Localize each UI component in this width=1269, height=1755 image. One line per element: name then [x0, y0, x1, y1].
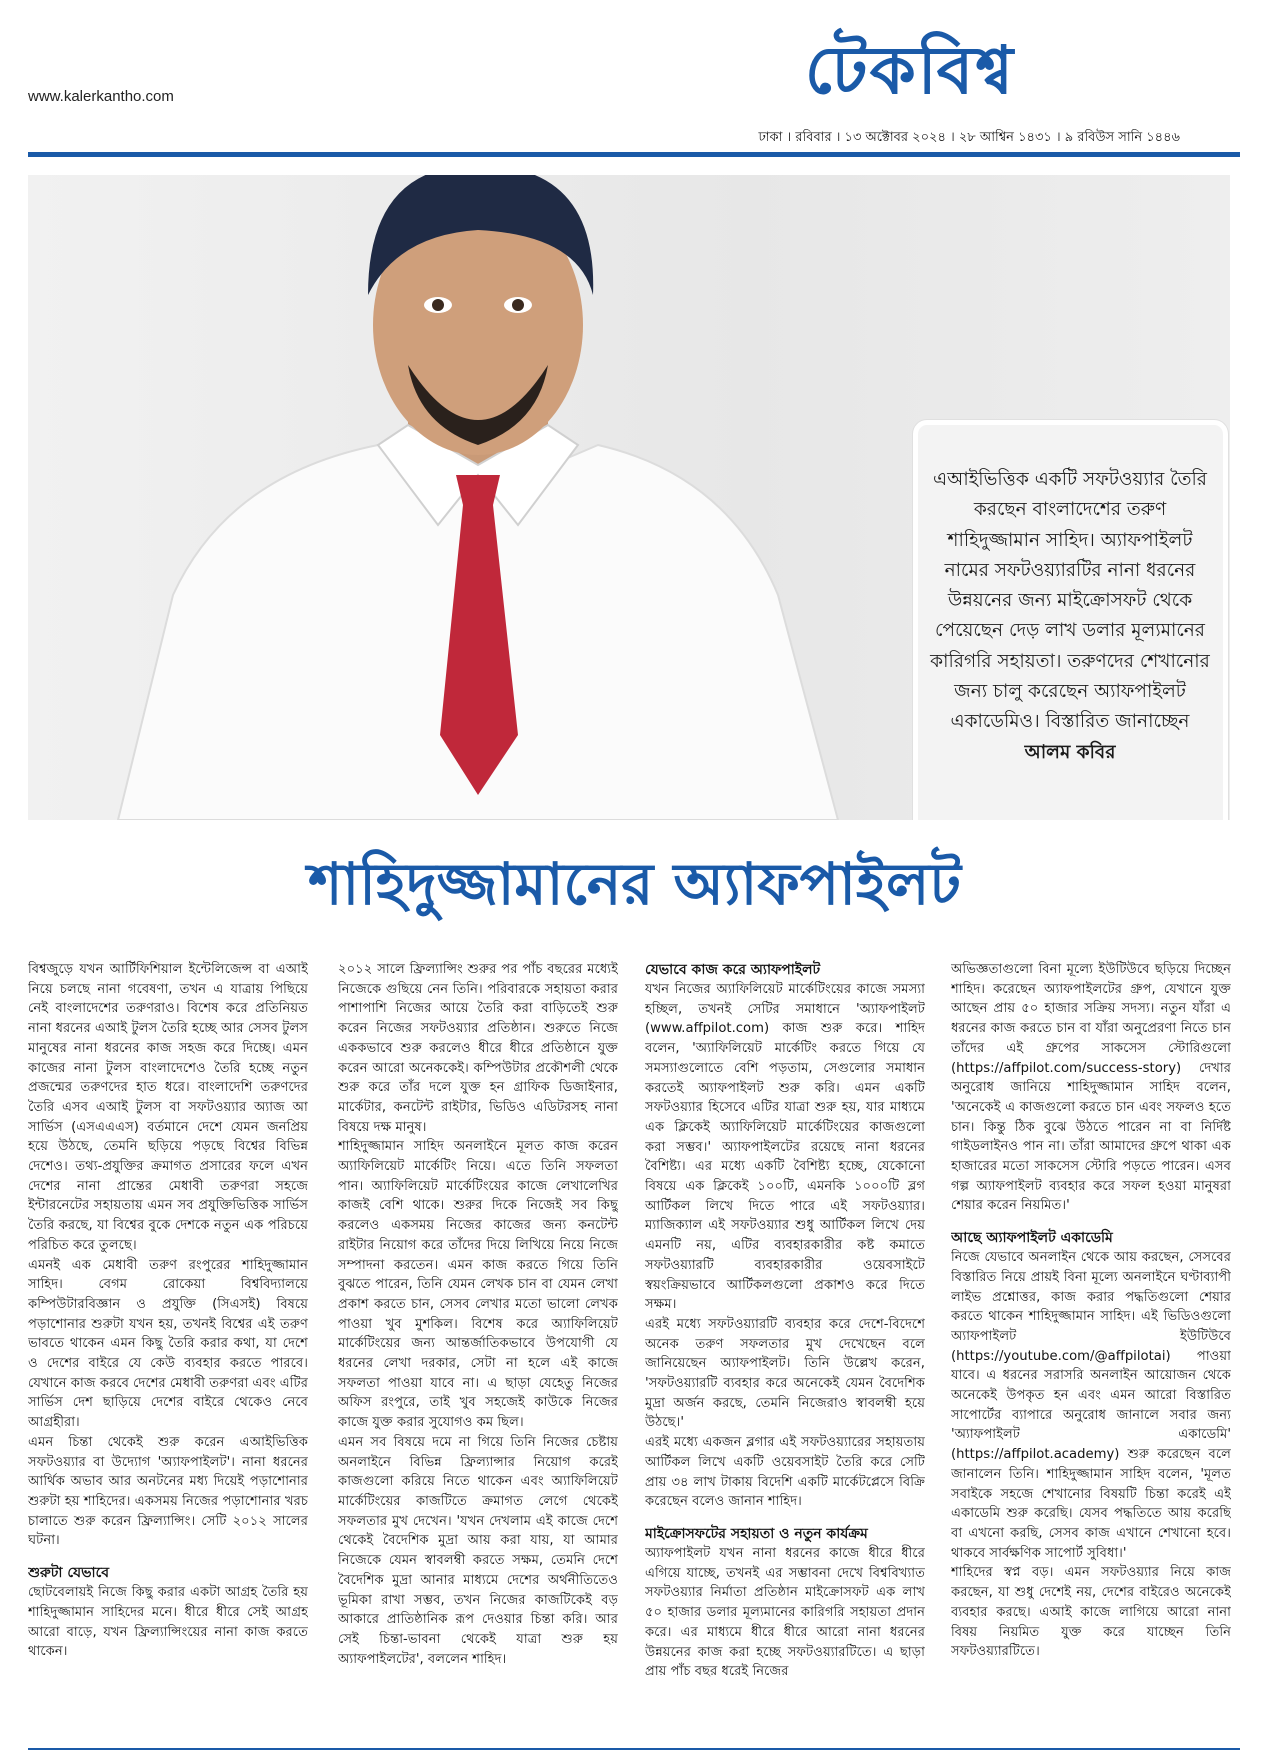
footer-rule — [28, 1748, 1240, 1750]
paragraph: অ্যাফপাইলট যখন নানা ধরনের কাজে ধীরে ধীরে এগিয়ে যাচ্ছে, তখনই এর সম্ভাবনা দেখে বিশ্ববিখ্যাত সফটওয়্যার নির্মাতা প্রতিষ্ঠান মাইক্রোসফট এক লাখ ৫০ হাজার ডলার মূল্যমানের কারিগরি সহায়তা প্রদান করে। এর মাধ্যমে ধীরে ধীরে আরো নানা ধরনের উন্নয়নের কাজ করা হচ্ছে সফটওয়্যারটিতে। এ ছাড়া প্রায় পাঁচ বছর ধরেই নিজের — [645, 1545, 925, 1680]
portrait-photo — [78, 175, 878, 820]
paragraph: অভিজ্ঞতাগুলো বিনা মূল্যে ইউটিউবে ছড়িয়ে দিচ্ছেন শাহিদ। করেছেন অ্যাফপাইলটের গ্রুপ, যেখানে যুক্ত আছেন প্রায় ৫০ হাজার সক্রিয় সদস্য। নতুন যাঁরা এ ধরনের কাজ করতে চান বা যাঁরা অনুপ্রেরণা নিতে চান তাঁদের এই গ্রুপের সাকসেস স্টোরিগুলো (https://affpilot.com/success-story) দেখার অনুরোধ জানিয়ে শাহিদুজ্জামান সাহিদ বলেন, 'অনেকেই এ কাজগুলো করতে চান এবং সফলও হতে চান। কিন্তু ঠিক বুঝে উঠতে পারেন না বা নির্দিষ্ট গাইডলাইনও পান না। তাঁরা আমাদের গ্রুপে থাকা এক হাজারের মতো সাকসেস স্টোরি পড়তে পারেন। এসব গল্প অ্যাফপাইলট ব্যবহার করে সফল হওয়া মানুষরা শেয়ার করেন নিয়মিত।' — [951, 962, 1231, 1214]
header-rule — [28, 152, 1240, 157]
article-column-3 — [645, 960, 925, 1740]
article-body — [28, 960, 1240, 1740]
author-name: আলম কবির — [1024, 741, 1116, 763]
intro-callout-box — [913, 420, 1228, 820]
intro-text: এআইভিত্তিক একটি সফটওয়্যার তৈরি করছেন বাংলাদেশের তরুণ শাহিদুজ্জামান সাহিদ। অ্যাফপাইলট নামের সফটওয়্যারটির নানা ধরনের উন্নয়নের জন্য মাইক্রোসফট থেকে পেয়েছেন দেড় লাখ ডলার মূল্যমানের কারিগরি সহায়তা। তরুণদের শেখানোর জন্য চালু করেছেন অ্যাফপাইলট একাডেমিও। বিস্তারিত জানাচ্ছেন — [930, 469, 1210, 733]
article-headline: শাহিদুজ্জামানের অ্যাফপাইলট — [308, 850, 961, 918]
paragraph: বিশ্বজুড়ে যখন আর্টিফিশিয়াল ইন্টেলিজেন্স বা এআই নিয়ে চলছে নানা গবেষণা, তখন এ যাত্রায় পিছিয়ে নেই বাংলাদেশের তরুণরাও। বিশেষ করে প্রতিনিয়ত নানা ধরনের এআই টুলস তৈরি হচ্ছে আর সেসব টুলস মানুষের নানা ধরনের কাজ সহজ করে দিচ্ছে। এমন কাজের নানা টুলস বাংলাদেশেও তৈরি হচ্ছে নতুন প্রজন্মের তরুণদের হাত ধরে। বাংলাদেশি তরুণদের তৈরি এসব এআই টুলস বা সফটওয়্যার অ্যাজ আ সার্ভিস (এসএএএস) বর্তমানে দেশে যেমন জনপ্রিয় হয়ে উঠছে, তেমনি ছড়িয়ে পড়ছে বিশ্বের বিভিন্ন দেশেও। তথ্য-প্রযুক্তির ক্রমাগত প্রসারের ফলে এখন দেশের নানা প্রান্তের মেধাবী তরুণরা সহজে ইন্টারনেটের সহায়তায় এমন সব প্রযুক্তিভিত্তিক সার্ভিস তৈরি করছে, যা বিশ্বের বুকে দেশকে নতুন এক পরিচয়ে পরিচিত করে তুলছে। — [28, 962, 308, 1253]
paragraph: এরই মধ্যে একজন ব্লগার এই সফটওয়্যারের সহায়তায় আর্টিকল লিখে একটি ওয়েবসাইট তৈরি করে সেটি প্রায় ৩৪ লাখ টাকায় বিদেশি একটি মার্কেটপ্লেসে বিক্রি করেছেন বলেও জানান শাহিদ। — [645, 1435, 925, 1510]
paragraph: এমনই এক মেধাবী তরুণ রংপুরের শাহিদুজ্জামান সাহিদ। বেগম রোকেয়া বিশ্ববিদ্যালয়ে কম্পিউটারবিজ্ঞান ও প্রযুক্তি (সিএসই) বিষয়ে পড়াশোনার শুরুটা যখন হয়, তখনই বিশ্বের এই তরুণ ভাবতে থাকেন এমন কিছু তৈরি করার কথা, যা দেশে ও দেশের বাইরে যে কেউ ব্যবহার করতে পারবে। যেখানে কাজ করবে দেশের মেধাবী তরুণরা এবং এটির সার্ভিস দেশ ছাড়িয়ে দেশের বাইরে থেকেও নেবে আগ্রহীরা। — [28, 1257, 308, 1431]
article-column-1 — [28, 960, 308, 1740]
paragraph: ছোটবেলায়ই নিজে কিছু করার একটা আগ্রহ তৈরি হয় শাহিদুজ্জামান সাহিদের মনে। ধীরে ধীরে সেই আগ্রহ আরো বাড়ে, যখন ফ্রিল্যান্সিংয়ের নানা কাজ করতে থাকেন। — [28, 1585, 308, 1660]
subheading: আছে অ্যাফপাইলট একাডেমি — [951, 1230, 1113, 1247]
article-column-2 — [338, 960, 618, 1740]
paragraph: যখন নিজের অ্যাফিলিয়েট মার্কেটিংয়ের কাজে সমস্যা হচ্ছিল, তখনই সেটির সমাধানে 'অ্যাফপাইলট (www.affpilot.com) কাজ শুরু করে। শাহিদ বলেন, 'অ্যাফিলিয়েট মার্কেটিং করতে গিয়ে যে সমস্যাগুলোতে বেশি পড়তাম, সেগুলোর সমাধান করতেই অ্যাফপাইলট শুরু করি। এমন একটি সফটওয়্যার হিসেবে এটির যাত্রা শুরু হয়, যার মাধ্যমে এক ক্লিকেই অ্যাফিলিয়েট মার্কেটিংয়ের কাজগুলো করা সম্ভব।' অ্যাফপাইলটের রয়েছে নানা ধরনের বৈশিষ্ট্য। এর মধ্যে একটি বৈশিষ্ট্য হচ্ছে, যেকোনো বিষয়ে এক ক্লিকেই ১০০টি, এমনকি ১০০০টি ব্লগ আর্টিকল লিখে দিতে পারে এই সফটওয়্যার। ম্যাজিক্যাল এই সফটওয়্যার শুধু আর্টিকল লিখে দেয় এমনটি নয়, এটির ব্যবহারকারীর কষ্ট কমাতে সফটওয়্যারটি ব্যবহারকারীর ওয়েবসাইটে স্বয়ংক্রিয়ভাবে আর্টিকলগুলো প্রকাশও করে দিতে সক্ষম। — [645, 982, 925, 1313]
site-url[interactable]: www.kalerkantho.com — [28, 88, 174, 105]
article-column-4 — [951, 960, 1231, 1740]
paragraph: নিজে যেভাবে অনলাইন থেকে আয় করছেন, সেসবের বিস্তারিত নিয়ে প্রায়ই বিনা মূল্যে অনলাইনে ঘণ্টাব্যাপী লাইভ প্রশ্নোত্তর, কাজ করার পদ্ধতিগুলো শেয়ার করতে থাকেন শাহিদুজ্জামান সাহিদ। এই ভিডিওগুলো অ্যাফপাইলট ইউটিউবে (https://youtube.com/@affpilotai) পাওয়া যাবে। এ ধরনের সরাসরি অনলাইন আয়োজন থেকে অনেকেই উপকৃত হন এবং এমন আরো বিস্তারিত সাপোর্টের ব্যাপারে অনুরোধ জানালে সবার জন্য 'অ্যাফপাইলট একাডেমি' (https://affpilot.academy) শুরু করেছেন বলে জানালেন তিনি। শাহিদুজ্জামান সাহিদ বলেন, 'মূলত সবাইকে সহজে শেখানোর বিষয়টি চিন্তা করেই এই একাডেমি শুরু করেছি। যেসব পদ্ধতিতে আয় করেছি বা এখনো করছি, সেসব কাজ এখানে শেখানো হবে। থাকবে সার্বক্ষণিক সাপোর্ট সুবিধা।' — [951, 1250, 1231, 1561]
intro-callout-text — [930, 465, 1210, 768]
paragraph: শাহিদের স্বপ্ন বড়। এমন সফটওয়্যার নিয়ে কাজ করছেন, যা শুধু দেশেই নয়, দেশের বাইরেও অনেকেই ব্যবহার করছে। এআই কাজে লাগিয়ে আরো নানা বিষয় নিয়মিত যুক্ত করে যাচ্ছেন তিনি সফটওয়্যারটিতে। — [951, 1565, 1231, 1660]
paragraph: এরই মধ্যে সফটওয়্যারটি ব্যবহার করে দেশে-বিদেশে অনেক তরুণ সফলতার মুখ দেখেছেন বলে জানিয়েছেন অ্যাফপাইলট। তিনি উল্লেখ করেন, 'সফটওয়্যারটি ব্যবহার করে অনেকেই যেমন বৈদেশিক মুদ্রা অর্জন করছে, তেমনি নিজেরাও স্বাবলম্বী হয়ে উঠছে।' — [645, 1316, 925, 1431]
hero-photo-area — [28, 175, 1230, 820]
paragraph: এমন চিন্তা থেকেই শুরু করেন এআইভিত্তিক সফটওয়্যার বা উদ্যোগ 'অ্যাফপাইলট'। নানা ধরনের আর্থিক অভাব আর অনটনের মধ্য দিয়েই পড়াশোনার শুরুটা হয় শাহিদের। একসময় নিজের পড়াশোনার খরচ চালাতে শুরু করেন ফ্রিল্যান্সিং। সেটি ২০১২ সালের ঘটনা। — [28, 1434, 308, 1549]
subheading: মাইক্রোসফটের সহায়তা ও নতুন কার্যক্রম — [645, 1525, 868, 1542]
subheading: যেভাবে কাজ করে অ্যাফপাইলট — [645, 962, 821, 978]
paragraph: এমন সব বিষয়ে দমে না গিয়ে তিনি নিজের চেষ্টায় অনলাইনে বিভিন্ন ফ্রিল্যান্সার নিয়োগ করেই কাজগুলো করিয়ে নিতে থাকেন এবং অ্যাফিলিয়েট মার্কেটিংয়ের কাজটিতে ক্রমাগত লেগে থেকেই সফলতার মুখ দেখেন। 'যখন দেখলাম এই কাজে দেশে থেকেই বৈদেশিক মুদ্রা আয় করা যায়, যা আমার নিজেকে যেমন স্বাবলম্বী করতে সক্ষম, তেমনি দেশে বৈদেশিক মুদ্রা আনার মাধ্যমে দেশের অর্থনীতিতেও ভূমিকা রাখা সম্ভব, তখন নিজের কাজটিকেই বড় আকারে প্রাতিষ্ঠানিক রূপ দেওয়ার চিন্তা করি। আর সেই চিন্তা-ভাবনা থেকেই যাত্রা শুরু হয় অ্যাফপাইলটের', বললেন শাহিদ। — [338, 1434, 618, 1667]
dateline: ঢাকা । রবিবার । ১৩ অক্টোবর ২০২৪ । ২৮ আশ্বিন ১৪৩১ । ৯ রবিউস সানি ১৪৪৬ — [758, 130, 1180, 145]
paragraph: শাহিদুজ্জামান সাহিদ অনলাইনে মূলত কাজ করেন অ্যাফিলিয়েট মার্কেটিং নিয়ে। এতে তিনি সফলতা পান। অ্যাফিলিয়েট মার্কেটিংয়ের কাজে লেখালেখির কাজই বেশি থাকে। শুরুর দিকে নিজেই সব কিছু করলেও একসময় নিজের কাজের জন্য কনটেন্ট রাইটার নিয়োগ করে তাঁদের দিয়ে লিখিয়ে নিয়ে নিজে সম্পাদনা করতেন। এমন কাজ করতে গিয়ে তিনি বুঝতে পারেন, তিনি যেমন লেখক চান বা যেমন লেখা প্রকাশ করতে চান, সেসব লেখার মতো ভালো লেখক পাওয়া খুব মুশকিল। বিশেষ করে অ্যাফিলিয়েট মার্কেটিংয়ের জন্য আন্তর্জাতিকভাবে উপযোগী যে ধরনের লেখা দরকার, সেটা না হলে এই কাজে সফলতা পাওয়া যাবে না। এ ছাড়া যেহেতু নিজের অফিস রংপুরে, তাই খুব সহজেই কাউকে নিজের কাজে যুক্ত করার সুযোগও কম ছিল। — [338, 1139, 618, 1431]
section-masthead: টেকবিশ্ব — [804, 32, 1016, 109]
subheading: শুরুটা যেভাবে — [28, 1565, 110, 1582]
paragraph: ২০১২ সালে ফ্রিল্যান্সিং শুরুর পর পাঁচ বছরের মধ্যেই নিজেকে গুছিয়ে নেন তিনি। পরিবারকে সহায়তা করার পাশাপাশি নিজের আয়ে তৈরি করা বাড়িতেই শুরু করেন নিজের সফটওয়্যার প্রতিষ্ঠান। শুরুতে নিজে এককভাবে শুরু করলেও ধীরে ধীরে প্রতিষ্ঠানে যুক্ত করেন আরো অনেককেই। কম্পিউটার প্রকৌশলী থেকে শুরু করে তাঁর দলে যুক্ত হন গ্রাফিক ডিজাইনার, মার্কেটার, কনটেন্ট রাইটার, ভিডিও এডিটরসহ নানা বিষয়ে দক্ষ মানুষ। — [338, 962, 618, 1135]
